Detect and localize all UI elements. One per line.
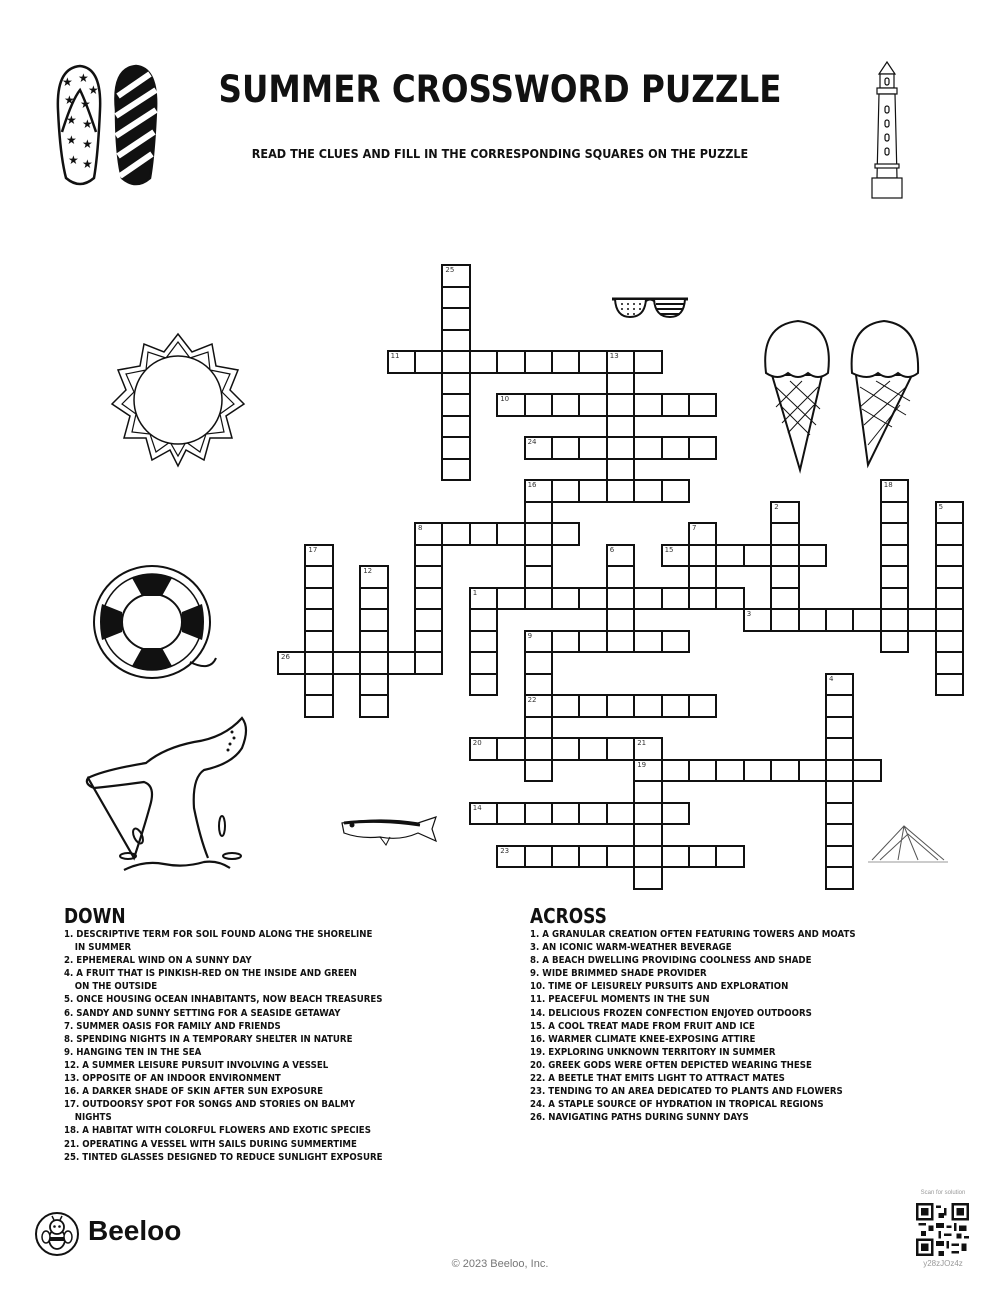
- crossword-cell[interactable]: [606, 458, 635, 482]
- crossword-cell[interactable]: [359, 565, 388, 589]
- crossword-cell[interactable]: [688, 436, 717, 460]
- crossword-cell[interactable]: [496, 350, 525, 374]
- across-clue-list: [530, 928, 970, 1124]
- down-clue: 13. OPPOSITE OF AN INDOOR ENVIRONMENT: [64, 1073, 281, 1085]
- beeloo-bee-logo-icon: [34, 1211, 80, 1257]
- crossword-cell[interactable]: [524, 501, 553, 525]
- down-clue: 4. A FRUIT THAT IS PINKISH-RED ON THE INSIDE AND GREEN: [64, 968, 357, 980]
- crossword-cell[interactable]: [770, 522, 799, 546]
- crossword-cell[interactable]: [441, 415, 470, 439]
- clue-number: 6: [609, 545, 615, 554]
- crossword-cell[interactable]: [798, 544, 827, 568]
- crossword-cell[interactable]: [524, 436, 553, 460]
- crossword-cell[interactable]: [304, 565, 333, 589]
- crossword-cell[interactable]: [551, 522, 580, 546]
- crossword-cell[interactable]: [688, 587, 717, 611]
- crossword-cell[interactable]: [688, 565, 717, 589]
- across-clue: 26. NAVIGATING PATHS DURING SUNNY DAYS: [530, 1112, 749, 1124]
- crossword-cell[interactable]: [524, 630, 553, 654]
- svg-text:★: ★: [66, 113, 77, 127]
- crossword-cell[interactable]: [935, 630, 964, 654]
- crossword-cell[interactable]: [469, 802, 498, 826]
- svg-text:★: ★: [78, 71, 89, 85]
- crossword-cell[interactable]: [469, 587, 498, 611]
- down-heading: DOWN: [64, 904, 126, 928]
- crossword-cell[interactable]: [661, 436, 690, 460]
- crossword-cell[interactable]: [524, 694, 553, 718]
- crossword-cell[interactable]: [277, 651, 306, 675]
- svg-text:★: ★: [66, 133, 77, 147]
- crossword-cell[interactable]: [441, 522, 470, 546]
- crossword-cell[interactable]: [715, 845, 744, 869]
- crossword-cell[interactable]: [578, 436, 607, 460]
- crossword-cell[interactable]: [935, 544, 964, 568]
- down-clue-continued: ON THE OUTSIDE: [74, 981, 158, 993]
- crossword-cell[interactable]: [469, 350, 498, 374]
- crossword-cell[interactable]: [496, 845, 525, 869]
- crossword-cell[interactable]: [441, 393, 470, 417]
- crossword-cell[interactable]: [524, 673, 553, 697]
- down-clue: 18. A HABITAT WITH COLORFUL FLOWERS AND EXOTIC SPECIES: [64, 1125, 371, 1137]
- crossword-cell[interactable]: [524, 737, 553, 761]
- svg-text:★: ★: [68, 153, 79, 167]
- crossword-cell[interactable]: [633, 802, 662, 826]
- crossword-cell[interactable]: [441, 264, 470, 288]
- clue-number: 22: [527, 696, 537, 704]
- crossword-cell[interactable]: [359, 651, 388, 675]
- down-clues: [64, 904, 484, 1164]
- crossword-cell[interactable]: [606, 436, 635, 460]
- crossword-cell[interactable]: [469, 522, 498, 546]
- crossword-cell[interactable]: [880, 608, 909, 632]
- clue-number: 19: [637, 760, 647, 769]
- crossword-cell[interactable]: [825, 866, 854, 890]
- clue-number: 1: [472, 588, 478, 597]
- clue-number: 23: [500, 846, 510, 855]
- crossword-cell[interactable]: [524, 651, 553, 675]
- across-clue: 24. A STAPLE SOURCE OF HYDRATION IN TROPICAL REGIONS: [530, 1099, 824, 1111]
- crossword-cell[interactable]: [441, 458, 470, 482]
- clue-number: 18: [883, 481, 893, 489]
- across-heading: ACROSS: [530, 904, 607, 928]
- crossword-cell[interactable]: [825, 608, 854, 632]
- crossword-cell[interactable]: [743, 759, 772, 783]
- crossword-cell[interactable]: [935, 522, 964, 546]
- crossword-cell[interactable]: [661, 479, 690, 503]
- crossword-cell[interactable]: [524, 522, 553, 546]
- crossword-cell[interactable]: [469, 651, 498, 675]
- down-clue: 7. SUMMER OASIS FOR FAMILY AND FRIENDS: [64, 1020, 281, 1032]
- crossword-cell[interactable]: [880, 630, 909, 654]
- crossword-cell[interactable]: [633, 630, 662, 654]
- crossword-cell[interactable]: [606, 544, 635, 568]
- crossword-cell[interactable]: [880, 565, 909, 589]
- clue-number: 8: [418, 524, 423, 532]
- crossword-cell[interactable]: [551, 694, 580, 718]
- crossword-cell[interactable]: [469, 673, 498, 697]
- down-clue: 2. EPHEMERAL WIND ON A SUNNY DAY: [64, 955, 252, 967]
- crossword-cell[interactable]: [304, 673, 333, 697]
- crossword-cell[interactable]: [414, 565, 443, 589]
- crossword-cell[interactable]: [578, 587, 607, 611]
- crossword-cell[interactable]: [524, 587, 553, 611]
- across-clue: 8. A BEACH DWELLING PROVIDING COOLNESS AND SHADE: [530, 955, 812, 967]
- crossword-cell[interactable]: [551, 393, 580, 417]
- crossword-cell[interactable]: [825, 673, 854, 697]
- clue-number: 17: [308, 545, 318, 554]
- crossword-cell[interactable]: [825, 694, 854, 718]
- scan-label: Scan for solution: [920, 1190, 966, 1196]
- crossword-cell[interactable]: [524, 565, 553, 589]
- crossword-cell[interactable]: [825, 823, 854, 847]
- crossword-cell[interactable]: [551, 587, 580, 611]
- crossword-cell[interactable]: [441, 372, 470, 396]
- crossword-cell[interactable]: [578, 694, 607, 718]
- down-clue: 5. ONCE HOUSING OCEAN INHABITANTS, NOW BEACH TREASURES: [64, 994, 383, 1006]
- crossword-cell[interactable]: [880, 479, 909, 503]
- crossword-cell[interactable]: [743, 544, 772, 568]
- crossword-cell[interactable]: [935, 608, 964, 632]
- crossword-cell[interactable]: [688, 694, 717, 718]
- crossword-cell[interactable]: [551, 350, 580, 374]
- down-clue: 16. A DARKER SHADE OF SKIN AFTER SUN EXPOSURE: [64, 1086, 324, 1098]
- crossword-cell[interactable]: [496, 587, 525, 611]
- crossword-cell[interactable]: [551, 630, 580, 654]
- crossword-cell[interactable]: [387, 350, 416, 374]
- crossword-cell[interactable]: [606, 845, 635, 869]
- crossword-cell[interactable]: [935, 501, 964, 525]
- copyright: © 2023 Beeloo, Inc.: [451, 1258, 549, 1270]
- crossword-cell[interactable]: [633, 393, 662, 417]
- crossword-cell[interactable]: [441, 307, 470, 331]
- down-clue-continued: NIGHTS: [74, 1112, 112, 1124]
- crossword-cell[interactable]: [633, 479, 662, 503]
- crossword-cell[interactable]: [633, 866, 662, 890]
- across-clue: 22. A BEETLE THAT EMITS LIGHT TO ATTRACT MATES: [530, 1073, 785, 1085]
- crossword-cell[interactable]: [606, 630, 635, 654]
- crossword-cell[interactable]: [935, 651, 964, 675]
- crossword-cell[interactable]: [715, 544, 744, 568]
- crossword-cell[interactable]: [304, 587, 333, 611]
- crossword-cell[interactable]: [414, 651, 443, 675]
- crossword-cell[interactable]: [825, 716, 854, 740]
- crossword-cell[interactable]: [551, 802, 580, 826]
- crossword-cell[interactable]: [578, 630, 607, 654]
- crossword-cell[interactable]: [414, 587, 443, 611]
- crossword-cell[interactable]: [798, 608, 827, 632]
- clue-number: 12: [363, 567, 373, 575]
- crossword-cell[interactable]: [441, 350, 470, 374]
- across-clue: 3. AN ICONIC WARM-WEATHER BEVERAGE: [530, 942, 732, 954]
- crossword-cell[interactable]: [551, 737, 580, 761]
- crossword-cell[interactable]: [606, 737, 635, 761]
- crossword-cell[interactable]: [661, 544, 690, 568]
- crossword-cell[interactable]: [578, 737, 607, 761]
- instructions: READ THE CLUES AND FILL IN THE CORRESPONDING SQUARES ON THE PUZZLE: [251, 146, 749, 161]
- crossword-cell[interactable]: [606, 802, 635, 826]
- crossword-cell[interactable]: [825, 759, 854, 783]
- crossword-cell[interactable]: [359, 694, 388, 718]
- crossword-cell[interactable]: [825, 780, 854, 804]
- crossword-cell[interactable]: [715, 759, 744, 783]
- crossword-cell[interactable]: [688, 759, 717, 783]
- crossword-cell[interactable]: [606, 479, 635, 503]
- across-clue: 9. WIDE BRIMMED SHADE PROVIDER: [530, 968, 707, 980]
- clue-number: 20: [472, 739, 482, 747]
- qr-code-icon[interactable]: [916, 1203, 969, 1256]
- svg-text:★: ★: [80, 97, 91, 111]
- down-clue: 17. OUTDOORSY SPOT FOR SONGS AND STORIES ON BALMY: [64, 1099, 355, 1111]
- down-clue-continued: IN SUMMER: [74, 942, 132, 954]
- down-clue-list: [64, 928, 484, 1164]
- crossword-cell[interactable]: [332, 651, 361, 675]
- crossword-cell[interactable]: [633, 845, 662, 869]
- crossword-cell[interactable]: [441, 329, 470, 353]
- crossword-cell[interactable]: [469, 630, 498, 654]
- crossword-cell[interactable]: [770, 587, 799, 611]
- crossword-cell[interactable]: [441, 436, 470, 460]
- crossword-cell[interactable]: [524, 845, 553, 869]
- crossword-cell[interactable]: [414, 522, 443, 546]
- crossword-cell[interactable]: [770, 501, 799, 525]
- clue-number: 7: [692, 524, 697, 532]
- crossword-cell[interactable]: [606, 587, 635, 611]
- crossword-cell[interactable]: [661, 759, 690, 783]
- crossword-cell[interactable]: [633, 694, 662, 718]
- clue-number: 16: [527, 481, 537, 489]
- crossword-cell[interactable]: [551, 436, 580, 460]
- crossword-cell[interactable]: [304, 544, 333, 568]
- crossword-cell[interactable]: [935, 587, 964, 611]
- crossword-cell[interactable]: [524, 479, 553, 503]
- crossword-cell[interactable]: [496, 737, 525, 761]
- crossword-cell[interactable]: [496, 393, 525, 417]
- across-clue: 10. TIME OF LEISURELY PURSUITS AND EXPLORATION: [530, 981, 789, 993]
- crossword-cell[interactable]: [743, 608, 772, 632]
- down-clue: 21. OPERATING A VESSEL WITH SAILS DURING SUMMERTIME: [64, 1138, 357, 1150]
- crossword-cell[interactable]: [661, 587, 690, 611]
- crossword-cell[interactable]: [688, 544, 717, 568]
- down-clue: 9. HANGING TEN IN THE SEA: [64, 1046, 202, 1058]
- crossword-cell[interactable]: [880, 501, 909, 525]
- crossword-cell[interactable]: [606, 565, 635, 589]
- crossword-cell[interactable]: [880, 587, 909, 611]
- down-clue: 25. TINTED GLASSES DESIGNED TO REDUCE SUNLIGHT EXPOSURE: [64, 1151, 383, 1163]
- crossword-cell[interactable]: [304, 630, 333, 654]
- crossword-cell[interactable]: [469, 737, 498, 761]
- crossword-cell[interactable]: [551, 479, 580, 503]
- across-clues: [530, 904, 970, 1124]
- crossword-cell[interactable]: [524, 759, 553, 783]
- crossword-cell[interactable]: [633, 780, 662, 804]
- svg-text:★: ★: [82, 117, 93, 131]
- crossword-cell[interactable]: [633, 587, 662, 611]
- crossword-cell[interactable]: [578, 479, 607, 503]
- crossword-cell[interactable]: [606, 694, 635, 718]
- crossword-cell[interactable]: [414, 630, 443, 654]
- across-clue: 23. TENDING TO AN AREA DEDICATED TO PLANTS AND FLOWERS: [530, 1086, 843, 1098]
- clue-number: 4: [829, 674, 834, 683]
- crossword-cell[interactable]: [661, 694, 690, 718]
- crossword-cell[interactable]: [578, 845, 607, 869]
- crossword-cell[interactable]: [606, 393, 635, 417]
- clue-number: 25: [445, 266, 455, 274]
- crossword-cell[interactable]: [606, 350, 635, 374]
- across-clue: 11. PEACEFUL MOMENTS IN THE SUN: [530, 994, 710, 1006]
- svg-text:★: ★: [82, 137, 93, 151]
- crossword-cell[interactable]: [770, 544, 799, 568]
- crossword-cell[interactable]: [825, 737, 854, 761]
- crossword-cell[interactable]: [770, 759, 799, 783]
- crossword-cell[interactable]: [661, 802, 690, 826]
- clue-number: 9: [527, 631, 533, 640]
- crossword-cell[interactable]: [414, 350, 443, 374]
- crossword-cell[interactable]: [524, 802, 553, 826]
- crossword-cell[interactable]: [606, 415, 635, 439]
- crossword-cell[interactable]: [852, 608, 881, 632]
- clue-number: 26: [281, 653, 290, 661]
- crossword-cell[interactable]: [606, 608, 635, 632]
- crossword-cell[interactable]: [387, 651, 416, 675]
- clue-number: 2: [774, 502, 779, 511]
- crossword-cell[interactable]: [304, 651, 333, 675]
- crossword-cell[interactable]: [414, 544, 443, 568]
- crossword-cell[interactable]: [359, 587, 388, 611]
- crossword-cell[interactable]: [633, 737, 662, 761]
- crossword-cell[interactable]: [551, 845, 580, 869]
- clue-number: 24: [527, 438, 537, 446]
- crossword-cell[interactable]: [798, 759, 827, 783]
- crossword-cell[interactable]: [633, 759, 662, 783]
- down-clue: 6. SANDY AND SUNNY SETTING FOR A SEASIDE GETAWAY: [64, 1007, 341, 1019]
- crossword-cell[interactable]: [578, 350, 607, 374]
- crossword-cell[interactable]: [852, 759, 881, 783]
- brand-name: Beeloo: [88, 1215, 182, 1246]
- crossword-cell[interactable]: [359, 630, 388, 654]
- across-clue: 1. A GRANULAR CREATION OFTEN FEATURING TOWERS AND MOATS: [530, 929, 856, 940]
- svg-text:★: ★: [88, 83, 99, 97]
- clue-number: 21: [637, 739, 647, 747]
- crossword-cell[interactable]: [469, 608, 498, 632]
- solution-code: y28zJOz4z: [923, 1259, 963, 1268]
- crossword-cell[interactable]: [524, 393, 553, 417]
- page-title: SUMMER CROSSWORD PUZZLE: [218, 68, 782, 111]
- crossword-cell[interactable]: [907, 608, 936, 632]
- crossword-cell[interactable]: [359, 608, 388, 632]
- crossword-cell[interactable]: [688, 522, 717, 546]
- crossword-cell[interactable]: [524, 350, 553, 374]
- across-clue: 16. WARMER CLIMATE KNEE-EXPOSING ATTIRE: [530, 1033, 756, 1045]
- crossword-cell[interactable]: [661, 845, 690, 869]
- crossword-cell[interactable]: [770, 565, 799, 589]
- crossword-cell[interactable]: [414, 608, 443, 632]
- down-clue: 1. DESCRIPTIVE TERM FOR SOIL FOUND ALONG THE SHORELINE: [64, 929, 373, 940]
- crossword-cell[interactable]: [935, 565, 964, 589]
- crossword-cell[interactable]: [633, 350, 662, 374]
- crossword-cell[interactable]: [661, 630, 690, 654]
- crossword-cell[interactable]: [578, 393, 607, 417]
- across-clue: 14. DELICIOUS FROZEN CONFECTION ENJOYED OUTDOORS: [530, 1007, 812, 1019]
- crossword-cell[interactable]: [496, 802, 525, 826]
- across-clue: 15. A COOL TREAT MADE FROM FRUIT AND ICE: [530, 1020, 755, 1032]
- crossword-cell[interactable]: [825, 845, 854, 869]
- crossword-cell[interactable]: [935, 673, 964, 697]
- crossword-cell[interactable]: [633, 823, 662, 847]
- svg-text:★: ★: [82, 157, 93, 171]
- clue-number: 3: [746, 610, 752, 618]
- down-clue: 12. A SUMMER LEISURE PURSUIT INVOLVING A VESSEL: [64, 1059, 329, 1071]
- clue-number: 11: [390, 352, 400, 360]
- crossword-cell[interactable]: [661, 393, 690, 417]
- crossword-cell[interactable]: [688, 393, 717, 417]
- crossword-cell[interactable]: [880, 522, 909, 546]
- crossword-cell[interactable]: [304, 694, 333, 718]
- crossword-cell[interactable]: [578, 802, 607, 826]
- crossword-cell[interactable]: [825, 802, 854, 826]
- clue-number: 15: [664, 545, 674, 554]
- crossword-cell[interactable]: [304, 608, 333, 632]
- crossword-cell[interactable]: [715, 587, 744, 611]
- svg-text:★: ★: [64, 93, 75, 107]
- crossword-cell[interactable]: [524, 544, 553, 568]
- crossword-cell[interactable]: [633, 436, 662, 460]
- clue-number: 5: [938, 502, 944, 511]
- across-clue: 20. GREEK GODS WERE OFTEN DEPICTED WEARING THESE: [530, 1059, 812, 1071]
- clue-number: 14: [472, 803, 482, 812]
- crossword-cell[interactable]: [688, 845, 717, 869]
- clue-number: 10: [500, 395, 510, 403]
- crossword-cell[interactable]: [496, 522, 525, 546]
- crossword-cell[interactable]: [524, 716, 553, 740]
- svg-text:★: ★: [62, 75, 73, 89]
- crossword-cell[interactable]: [606, 372, 635, 396]
- crossword-cell[interactable]: [880, 544, 909, 568]
- across-clue: 19. EXPLORING UNKNOWN TERRITORY IN SUMMER: [530, 1046, 776, 1058]
- down-clue: 8. SPENDING NIGHTS IN A TEMPORARY SHELTER IN NATURE: [64, 1033, 353, 1045]
- crossword-cell[interactable]: [770, 608, 799, 632]
- crossword-cell[interactable]: [441, 286, 470, 310]
- crossword-cell[interactable]: [359, 673, 388, 697]
- clue-number: 13: [609, 352, 619, 360]
